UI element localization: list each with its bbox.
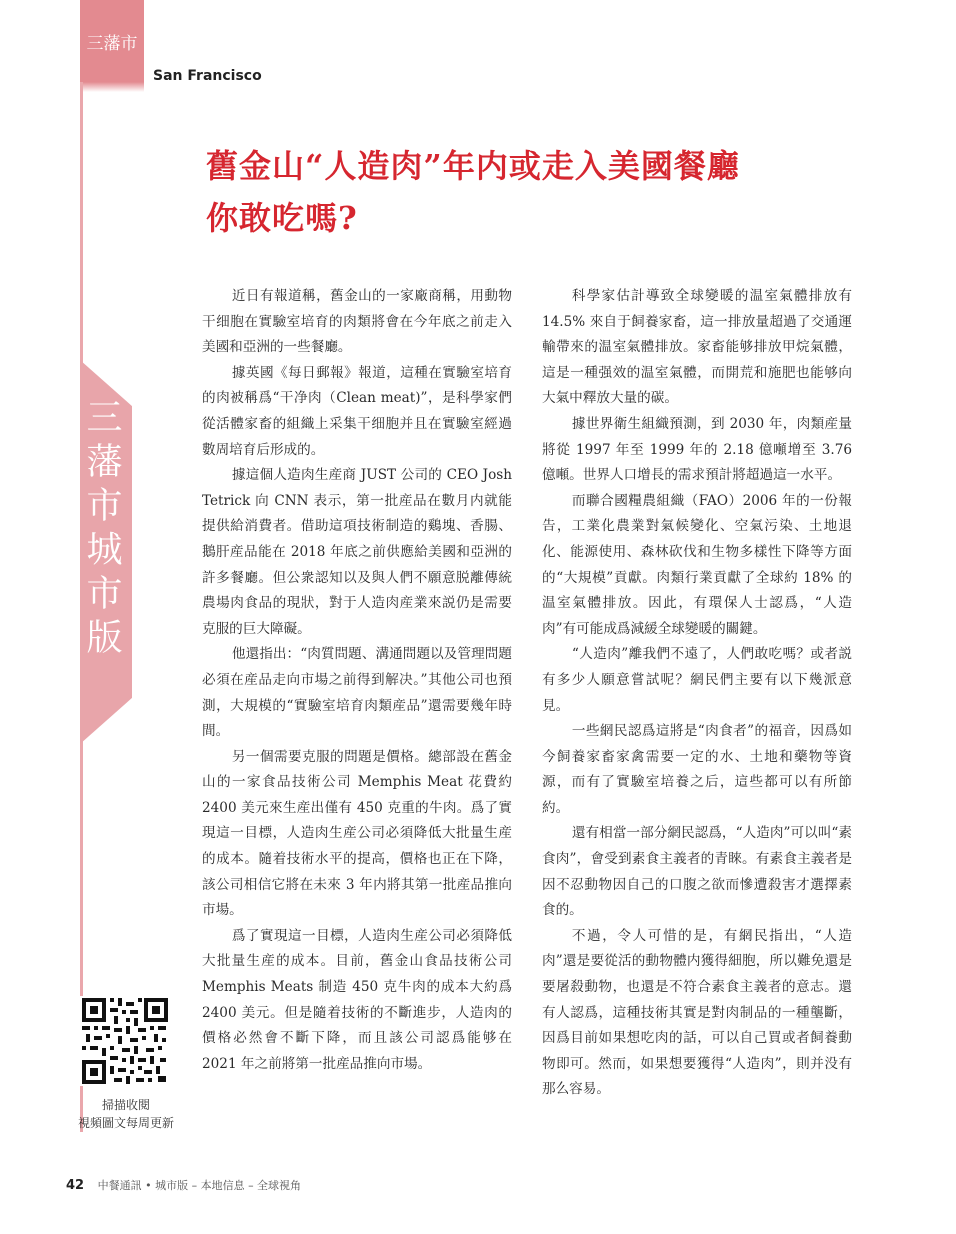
- page-footer: [66, 1177, 301, 1193]
- article-title: [206, 140, 740, 244]
- article-title-line2: 你敢吃嗎?: [206, 199, 358, 237]
- paragraph: 還有相當一部分網民認爲，“人造肉”可以叫“素食肉”，會受到素食主義者的青睞。有素食主義者是因不忍動物因自己的口腹之欲而慘遭殺害才選擇素食的。: [542, 825, 852, 919]
- article-title-line1: 舊金山“人造肉”年内或走入美國餐廳: [206, 147, 740, 185]
- paragraph: 爲了實現這一目標，人造肉生産公司必須降低大批量生産的成本。目前，舊金山食品技術公司 Memphis Meats 制造 450 克牛肉的成本大約爲 2400 美元。但是隨着技術的不斷進步，人造肉的價格必然會不斷下降，而且該公司認爲能够在 2021 年之前將第一批産品推向市場。: [202, 927, 512, 1072]
- section-tab-label: 三藩市: [86, 33, 138, 54]
- paragraph: 他還指出：“肉質問題、溝通問題以及管理問題必須在産品走向市場之前得到解决。”其他公司也預測，大規模的“實驗室培育肉類産品”還需要幾年時間。: [202, 646, 512, 740]
- qr-caption-line1: 掃描收閱: [101, 1098, 150, 1112]
- section-tab-fade: [80, 82, 144, 92]
- page-number: 42: [66, 1178, 85, 1193]
- qr-code-graphic: [80, 996, 170, 1086]
- paragraph: 科學家估計導致全球變暖的温室氣體排放有 14.5% 來自于飼養家畜，這一排放量超過了交通運輸帶來的温室氣體排放。家畜能够排放甲烷氣體，這是一種强效的温室氣體，而開荒和施肥也能够向大氣中釋放大量的碳。: [542, 288, 852, 407]
- article-column-right: [542, 284, 852, 1103]
- paragraph: 據這個人造肉生産商 JUST 公司的 CEO Josh Tetrick 向 CNN 表示，第一批産品在數月内就能提供給消費者。借助這項技術制造的鷄塊、香腸、鵝肝産品能在 2018 年底之前供應給美國和亞洲的許多餐廳。但公衆認知以及與人們不願意脱離傳統農場肉食品的現狀，對于人造肉産業來説仍是需要克服的巨大障礙。: [202, 467, 512, 637]
- paragraph: 另一個需要克服的問題是價格。總部設在舊金山的一家食品技術公司 Memphis Meat 花費約 2400 美元來生産出僅有 450 克重的牛肉。爲了實現這一目標，人造肉生産公司必須降低大批量生産的成本。隨着技術水平的提高，價格也正在下降，該公司相信它將在未來 3 年内將其第一批産品推向市場。: [202, 748, 512, 919]
- paragraph: 據英國《每日郵報》報道，這種在實驗室培育的肉被稱爲“干净肉（Clean meat)”，是科學家們從活體家畜的組織上采集干细胞并且在實驗室經過數周培育后形成的。: [202, 364, 512, 458]
- section-tab: [80, 0, 144, 82]
- qr-caption-line2: 視頻圖文每周更新: [77, 1116, 174, 1130]
- paragraph: 近日有報道稱，舊金山的一家廠商稱，用動物干细胞在實驗室培育的肉類將會在今年底之前走入美國和亞洲的一些餐廳。: [202, 288, 512, 356]
- qr-code-icon[interactable]: [80, 996, 170, 1086]
- paragraph: “人造肉”離我們不遠了，人們敢吃嗎？或者説有多少人願意嘗試呢？網民們主要有以下幾派意見。: [542, 646, 852, 714]
- paragraph: 一些網民認爲這將是“肉食者”的福音，因爲如今飼養家畜家禽需要一定的水、土地和藥物等資源，而有了實驗室培養之后，這些都可以有所節約。: [542, 723, 852, 816]
- paragraph: 而聯合國糧農組織（FAO）2006 年的一份報告，工業化農業對氣候變化、空氣污染、土地退化、能源使用、森林砍伐和生物多樣性下降等方面的“大規模”貢獻。肉類行業貢獻了全球約 18% 的温室氣體排放。因此，有環保人士認爲，“人造肉”有可能成爲減緩全球變暖的關鍵。: [542, 492, 852, 637]
- paragraph: 據世界衛生組織預測，到 2030 年，肉類産量將從 1997 年至 1999 年的 2.18 億噸增至 3.76 億噸。世界人口增長的需求預計將超過這一水平。: [542, 415, 852, 484]
- footer-text: 中餐通訊 • 城市版 – 本地信息 – 全球視角: [97, 1179, 302, 1192]
- qr-caption: [46, 1096, 206, 1132]
- side-band-text: 三藩市城市版: [81, 398, 122, 662]
- paragraph: 不過，令人可惜的是，有網民指出，“人造肉”還是要從活的動物體内獲得細胞，所以難免還是要屠殺動物，也還是不符合素食主義者的意志。還有人認爲，這種技術其實是對肉制品的一種壟斷，因爲目前如果想吃肉的話，可以自己買或者飼養動物即可。然而，如果想要獲得“人造肉”，則并没有那么容易。: [542, 927, 852, 1098]
- section-english-name: San Francisco: [153, 68, 262, 84]
- article-column-left: [202, 284, 512, 1077]
